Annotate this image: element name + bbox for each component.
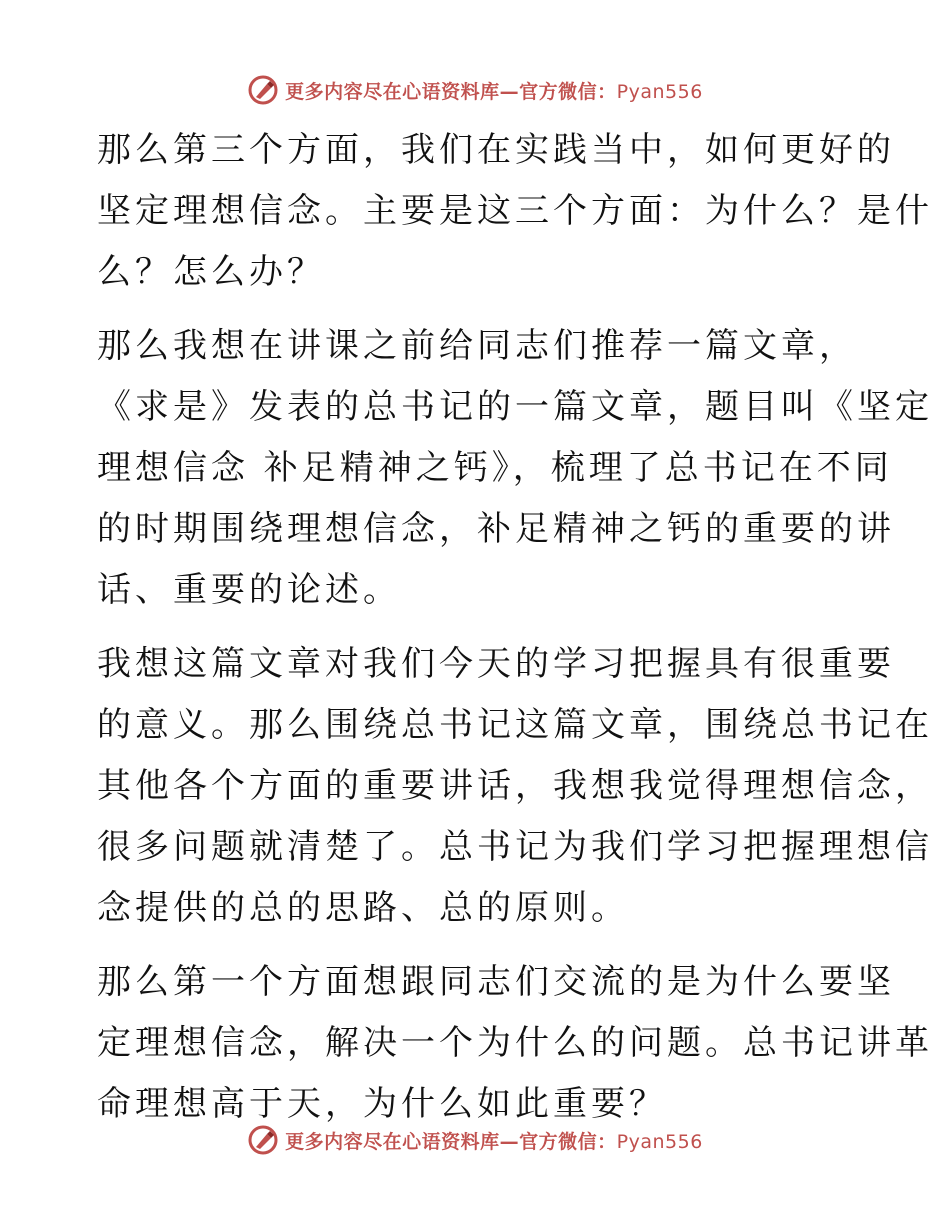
text-line: 命理想高于天，为什么如此重要？ — [97, 1084, 667, 1124]
paragraph-3 — [97, 634, 933, 939]
watermark-text: 更多内容尽在心语资料库—官方微信：Pyan556 — [285, 1130, 703, 1153]
watermark-text: 更多内容尽在心语资料库—官方微信：Pyan556 — [285, 80, 703, 103]
pen-nib-logo-icon — [247, 74, 279, 106]
paragraph-1 — [97, 120, 933, 303]
text-line: 我想这篇文章对我们今天的学习把握具有很重要 — [97, 644, 895, 684]
text-line: 么？怎么办？ — [97, 252, 325, 292]
text-line: 话、重要的论述。 — [97, 570, 401, 610]
footer-watermark — [0, 1120, 950, 1160]
text-line: 定理想信念，解决一个为什么的问题。总书记讲革 — [97, 1023, 933, 1063]
text-line: 其他各个方面的重要讲话，我想我觉得理想信念， — [97, 766, 933, 806]
text-line: 念提供的总的思路、总的原则。 — [97, 888, 629, 928]
paragraph-4 — [97, 952, 933, 1135]
text-line: 那么第三个方面，我们在实践当中，如何更好的 — [97, 130, 895, 170]
text-line: 坚定理想信念。主要是这三个方面：为什么？是什 — [97, 191, 933, 231]
header-watermark — [0, 70, 950, 110]
paragraph-2 — [97, 316, 933, 621]
pen-nib-logo-icon — [247, 1124, 279, 1156]
text-line: 很多问题就清楚了。总书记为我们学习把握理想信 — [97, 827, 933, 867]
document-body — [97, 120, 933, 1148]
text-line: 那么我想在讲课之前给同志们推荐一篇文章， — [97, 326, 857, 366]
text-line: 那么第一个方面想跟同志们交流的是为什么要坚 — [97, 962, 895, 1002]
text-line: 理想信念 补足精神之钙》，梳理了总书记在不同 — [97, 448, 893, 488]
text-line: 的意义。那么围绕总书记这篇文章，围绕总书记在 — [97, 705, 933, 745]
text-line: 的时期围绕理想信念，补足精神之钙的重要的讲 — [97, 509, 895, 549]
text-line: 《求是》发表的总书记的一篇文章，题目叫《坚定 — [97, 387, 933, 427]
